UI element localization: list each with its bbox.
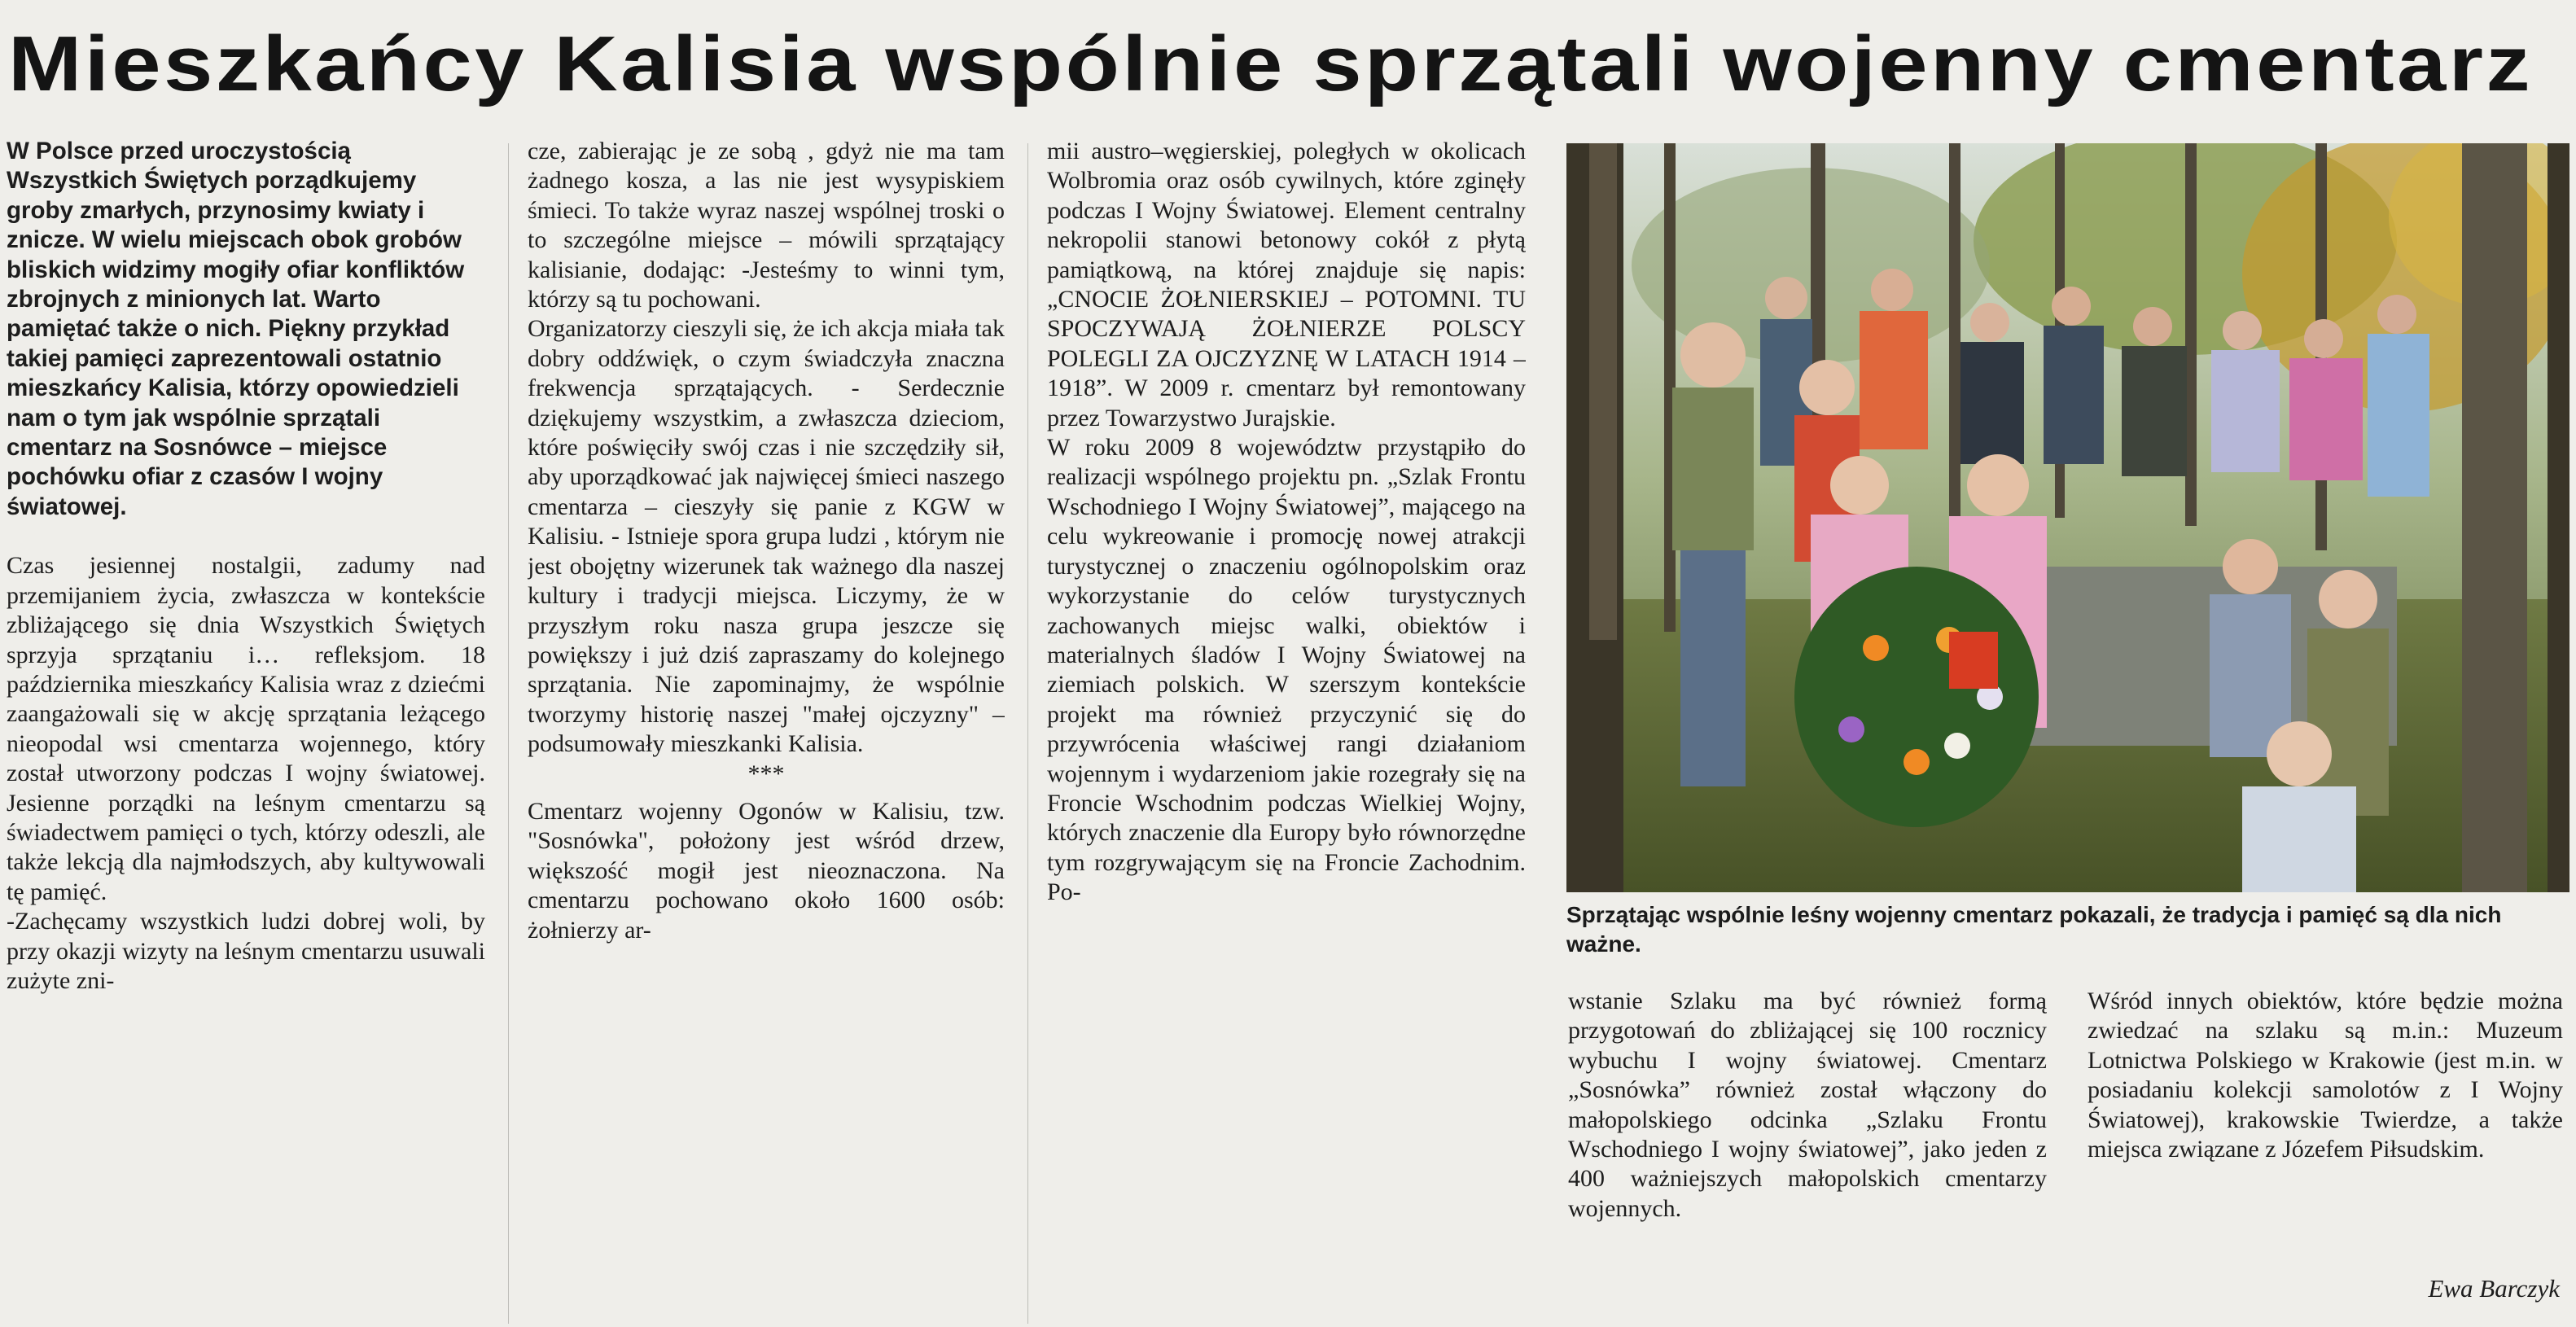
body-paragraph: Czas jesiennej nostalgii, zadumy nad przemijaniem życia, zwłaszcza w kontekście zbliżającego się dnia Wszystkich Świętych sprzyja sprzątaniu i… refleksjom. 18 października mieszkańcy Kalisia wraz z dziećmi zaangażowali się w akcję sprzątania leżącego nieopodal wsi cmentarza wojennego, który został utworzony podczas I wojny światowej. Jesienne porządki na leśnym cmentarzu są świadectwem pamięci o tych, którzy odeszli, ale także lekcją dla najmłodszych, aby kultywowali tę pamięć. (7, 552, 485, 905)
body-paragraph: W roku 2009 8 województw przystąpiło do realizacji wspólnego projektu pn. „Szlak Frontu Wschodniego I Wojny Światowej”, mającego na celu wykreowanie i promocję nowej atrakcji turystycznej o znaczeniu ogólnopolskim oraz wykorzystanie do celów turystycznych zachowanych miejsc walki, obiektów i materialnych śladów I Wojny Światowej na ziemiach polskich. W szerszym kontekście projekt ma również przyczynić się do przywrócenia właściwej rangi działaniom wojennym i wydarzeniom jakie rozegrały się na Froncie Wschodnim podczas Wielkiej Wojny, których znaczenie dla Europy było równorzędne tym rozgrywającym się na Froncie Zachodnim. Po- (1047, 434, 1526, 906)
article-column-4 (1568, 987, 2047, 1324)
article-column-3-continued (1047, 987, 1526, 1324)
author-signature: Ewa Barczyk (2428, 1274, 2560, 1303)
body-paragraph: mii austro–węgierskiej, poległych w okolicach Wolbromia oraz osób cywilnych, które zginęły podczas I Wojny Światowej. Element centralny nekropolii stanowi betonowy cokół z płytą pamiątkową, na której znajduje się napis: „CNOCIE ŻOŁNIERSKIEJ – POTOMNI. TU SPOCZYWAJĄ ŻOŁNIERZE POLSCY POLEGLI ZA OJCZYZNĘ W LATACH 1914 – 1918”. W 2009 r. cmentarz był remontowany przez Towarzystwo Jurajskie. (1047, 138, 1526, 431)
article-headline: Mieszkańcy Kalisia wspólnie sprzątali wojenny cmentarz (8, 20, 2534, 107)
column-rule (1027, 143, 1028, 1324)
article-column-1 (7, 137, 485, 1325)
article-column-3 (1047, 137, 1526, 992)
body-paragraph: cze, zabierając je ze sobą , gdyż nie ma tam żadnego kosza, a las nie jest wysypiskiem śmieci. To także wyraz naszej wspólnej troski o to szczególne miejsce – mówili sprzątający kalisianie, dodając: -Jesteśmy to winni tym, którzy są tu pochowani. (528, 138, 1005, 313)
article-column-2 (528, 137, 1005, 1325)
column-rule (508, 143, 509, 1324)
body-paragraph: Organizatorzy cieszyli się, że ich akcja miała tak dobry oddźwięk, o czym świadczyła znaczna frekwencja sprzątających. - Serdecznie dziękujemy wszystkim, a zwłaszcza dzieciom, które poświęciły swój czas i nie szczędziły sił, aby uporządkować jak najwięcej śmieci naszego cmentarza – cieszyły się panie z KGW w Kalisiu. - Istnieje spora grupa ludzi , którym nie jest obojętny wizerunek tak ważnego dla naszej kultury i tradycji miejsca. Liczymy, że w przyszłym roku nasza grupa jeszcze się powiększy i już dziś zapraszamy do kolejnego sprzątania. Nie zapominajmy, że wspólnie tworzymy historię naszej "małej ojczyzny" – podsumowały mieszkanki Kalisia. (528, 315, 1005, 758)
body-paragraph: Wśród innych obiektów, które będzie można zwiedzać na szlaku są m.in.: Muzeum Lotnictwa Polskiego w Krakowie (jest m.in. w posiadaniu kolekcji samolotów z I Wojny Światowej), krakowskie Twierdze, a także miejsca związane z Józefem Piłsudskim. (2088, 988, 2563, 1163)
lead-paragraph: W Polsce przed uroczystością Wszystkich Świętych porządkujemy groby zmarłych, przynosimy kwiaty i znicze. W wielu miejscach obok grobów bliskich widzimy mogiły ofiar konfliktów zbrojnych z minionych lat. Warto pamiętać także o nich. Piękny przykład takiej pamięci zaprezentowali ostatnio mieszkańcy Kalisia, którzy opowiedzieli nam o tym jak wspólnie sprzątali cmentarz na Sosnówce – miejsce pochówku ofiar z czasów I wojny światowej. (7, 138, 465, 520)
group-photo (1566, 143, 2569, 892)
body-paragraph: Cmentarz wojenny Ogonów w Kalisiu, tzw. "Sosnówka", położony jest wśród drzew, większość mogił jest nieoznaczona. Na cmentarzu pochowano około 1600 osób: żołnierzy ar- (528, 797, 1005, 944)
body-paragraph: -Zachęcamy wszystkich ludzi dobrej woli, by przy okazji wizyty na leśnym cmentarzu usuwali zużyte zni- (7, 908, 485, 994)
body-paragraph: wstanie Szlaku ma być również formą przygotowań do zbliżającej się 100 rocznicy wybuchu I wojny światowej. Cmentarz „Sosnówka” również został włączony do małopolskiego odcinka „Szlaku Frontu Wschodniego I wojny światowej”, jako jeden z 400 ważniejszych małopolskich cmentarzy wojennych. (1568, 988, 2047, 1222)
photo-caption: Sprzątając wspólnie leśny wojenny cmentarz pokazali, że tradycja i pamięć są dla nich ważne. (1566, 902, 2502, 957)
section-separator: *** (747, 760, 785, 787)
